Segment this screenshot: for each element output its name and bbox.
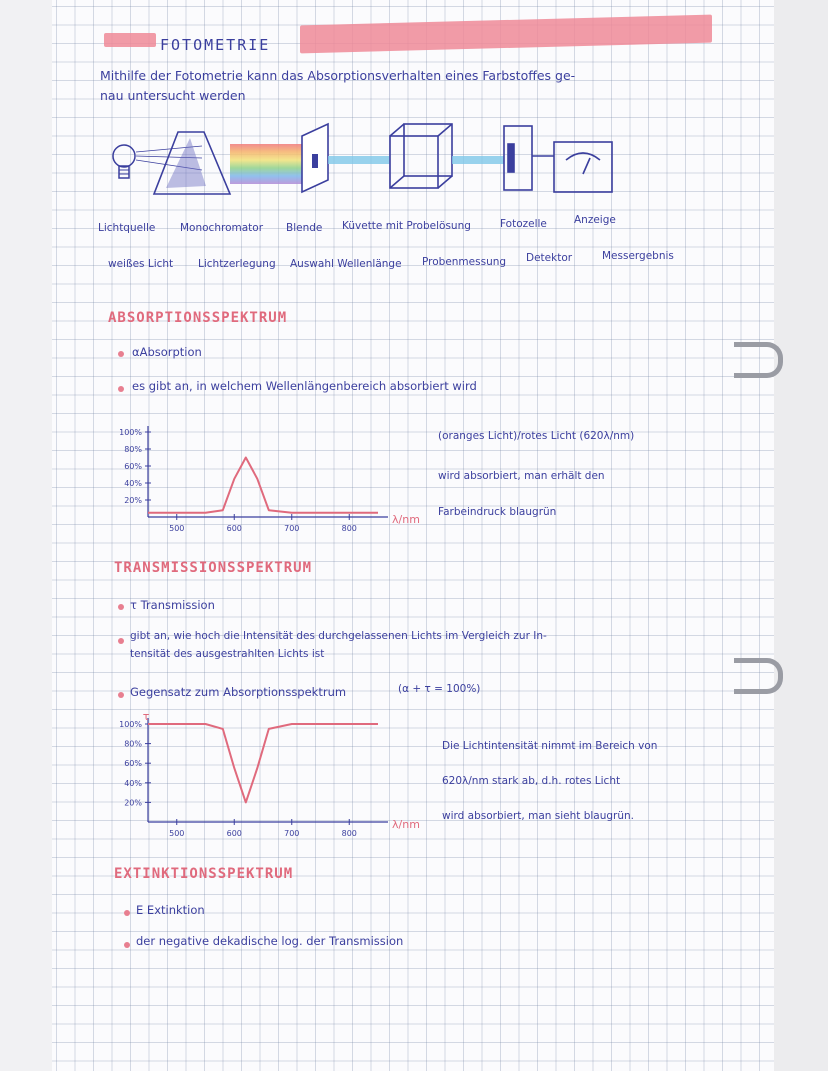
y-tick-label: 20% (124, 798, 142, 808)
label-fotozelle: Fotozelle (500, 218, 547, 230)
extinction-bullet-2: der negative dekadische log. der Transmission (136, 934, 404, 948)
y-tick-label: 80% (124, 739, 142, 749)
x-tick-label: 500 (169, 829, 185, 838)
intro-line-1: Mithilfe der Fotometrie kann das Absorptionsverhalten eines Farbstoffes ge- (100, 68, 576, 83)
y-tick-label: 40% (124, 778, 142, 788)
bullet (124, 910, 130, 916)
heading-transmission: TRANSMISSIONSSPEKTRUM (114, 560, 313, 576)
transmission-note-3: wird absorbiert, man sieht blaugrün. (442, 810, 635, 822)
bullet (118, 638, 124, 644)
transmission-chart (108, 710, 420, 850)
y-tick-label: 20% (124, 496, 142, 505)
absorption-note-2: wird absorbiert, man erhält den (438, 470, 605, 482)
display-meter-icon (554, 142, 612, 192)
y-tick-label: 40% (124, 479, 142, 488)
x-axis-label: λ/nm (392, 818, 420, 831)
absorption-bullet-1: αAbsorption (132, 345, 202, 359)
title-highlight-right (300, 15, 712, 54)
transmission-bullet-2a: gibt an, wie hoch die Intensität des durchgelassenen Lichts im Vergleich zur In- (130, 630, 547, 642)
series-line (148, 724, 378, 802)
label-lichtquelle: Lichtquelle (98, 222, 156, 234)
desc-messergebnis: Messergebnis (602, 250, 674, 262)
y-tick-label: 100% (119, 428, 142, 437)
bullet (124, 942, 130, 948)
x-tick-label: 700 (284, 524, 300, 533)
transmission-note-2: 620λ/nm stark ab, d.h. rotes Licht (442, 775, 621, 787)
transmission-bullet-1: τ Transmission (130, 598, 215, 612)
extinction-bullet-1: E Extinktion (136, 903, 205, 917)
label-blende: Blende (286, 222, 323, 234)
bullet (118, 351, 124, 357)
heading-absorption: ABSORPTIONSSPEKTRUM (108, 310, 288, 326)
x-tick-label: 700 (284, 829, 300, 838)
bullet (118, 604, 124, 610)
aperture-icon (302, 124, 328, 192)
transmission-formula: (α + τ = 100%) (398, 683, 481, 695)
desc-lichtzerlegung: Lichtzerlegung (198, 258, 276, 270)
series-line (148, 458, 378, 513)
y-axis-label: τ (142, 710, 150, 723)
desc-detektor: Detektor (526, 252, 573, 264)
desc-probenmessung: Probenmessung (422, 256, 507, 268)
absorption-chart (108, 420, 420, 545)
intro-line-2: nau untersucht werden (100, 88, 246, 103)
bullet (118, 386, 124, 392)
bullet (118, 692, 124, 698)
label-anzeige: Anzeige (574, 214, 616, 226)
label-kuevette: Küvette mit Probelösung (342, 220, 471, 232)
label-monochromator: Monochromator (180, 222, 264, 234)
desc-auswahl: Auswahl Wellenlänge (290, 258, 402, 270)
y-tick-label: 100% (119, 720, 142, 729)
heading-extinction: EXTINKTIONSSPEKTRUM (114, 866, 294, 882)
x-tick-label: 600 (226, 829, 242, 838)
y-tick-label: 60% (124, 462, 142, 471)
notebook-page (52, 0, 774, 1071)
title-highlight-left (104, 33, 156, 47)
notebook-left-edge (0, 0, 52, 1071)
y-tick-label: 60% (124, 759, 142, 769)
page-title: FOTOMETRIE (160, 36, 271, 54)
photometer-diagram (102, 116, 622, 216)
binder-ring-top (734, 342, 783, 378)
absorption-note-1: (oranges Licht)/rotes Licht (620λ/nm) (438, 430, 635, 442)
absorption-bullet-2: es gibt an, in welchem Wellenlängenbereich absorbiert wird (132, 379, 477, 393)
absorption-note-3: Farbeindruck blaugrün (438, 506, 557, 518)
transmission-bullet-3: Gegensatz zum Absorptionsspektrum (130, 685, 347, 699)
photocell-icon (504, 126, 554, 190)
transmission-bullet-2b: tensität des ausgestrahlten Lichts ist (130, 648, 325, 660)
x-tick-label: 800 (341, 524, 357, 533)
cuvette-icon (390, 124, 452, 188)
x-tick-label: 500 (169, 524, 185, 533)
desc-weisses-licht: weißes Licht (108, 258, 174, 270)
spectrum-rays (230, 144, 302, 184)
y-tick-label: 80% (124, 445, 142, 454)
transmission-note-1: Die Lichtintensität nimmt im Bereich von (442, 740, 658, 752)
notebook-right-edge (774, 0, 828, 1071)
x-tick-label: 800 (341, 829, 357, 838)
x-tick-label: 600 (226, 524, 242, 533)
binder-ring-bottom (734, 658, 783, 694)
x-axis-label: λ/nm (392, 513, 420, 526)
